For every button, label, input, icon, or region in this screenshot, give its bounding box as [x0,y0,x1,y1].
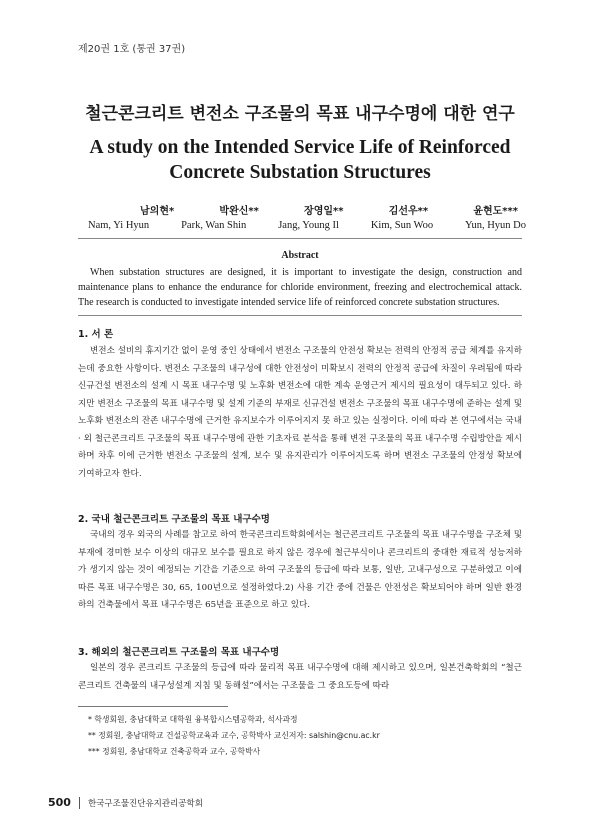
section-body-domestic: 국내의 경우 외국의 사례를 참고로 하여 한국콘크리트학회에서는 철근콘크리트 구조물의 목표 내구수명을 구조체 및 부재에 경미한 보수 이상의 대규모 보수를 필요로 하지 않은 경우에 철근부식이나 콘크리트의 중대한 재료적 성능저하가 생기지 않는 것이 예정되는 기간을 기준으로 하여 구조물의 등급에 따라 보통, 일반, 고내구성으로 구분하였고 이에 따른 목표 내구수명은 30, 65, 100년으로 설정하였다.2) 사용 기간 중에 건물은 안전성은 확보되어야 하며 일반 환경하의 건축물에서 목표 내구수명은 65년을 표준으로 하고 있다. [78,530,522,610]
section-heading-domestic: 2. 국내 철근콘크리트 구조물의 목표 내구수명 [78,514,270,525]
authors-english [88,220,526,231]
journal-name: 한국구조물진단유지관리공학회 [79,797,203,809]
page-footer [48,796,203,809]
author-english-5: Yun, Hyun Do [465,220,526,231]
footnote-3: *** 정회원, 충남대학교 건축공학과 교수, 공학박사 [88,747,261,756]
abstract-title: Abstract [281,250,319,261]
title-english [0,135,600,185]
issue-info: 제20권 1호 (통권 37권) [78,44,186,55]
author-korean-5: 윤현도*** [473,206,518,217]
abstract-top-rule [78,238,522,239]
title-english-line1: A study on the Intended Service Life of Reinforced [89,137,511,158]
author-korean-1: 남의현* [140,206,175,217]
author-english-1: Nam, Yi Hyun [88,220,150,231]
section-heading-overseas: 3. 해외의 철근콘크리트 구조물의 목표 내구수명 [78,647,280,658]
title-english-line2: Concrete Substation Structures [169,162,431,183]
title-korean: 철근콘크리트 변전소 구조물의 목표 내구수명에 대한 연구 [85,104,515,124]
abstract-text: When substation structures are designed, it is important to investigate the design, construction and maintenance plans to enhance the endurance for chloride environment, freezing and electrochemical attack. The research is conducted to investigate intended service life of reinforced concrete substation structures. [78,267,522,308]
section-heading-introduction: 1. 서 론 [78,329,114,340]
author-korean-4: 김선우** [388,206,429,217]
page-number: 500 [48,796,71,809]
footnote-rule [78,706,228,707]
author-english-4: Kim, Sun Woo [370,220,434,231]
author-english-2: Park, Wan Shin [181,220,247,231]
authors-korean [88,202,526,217]
footnotes [88,712,380,760]
author-korean-2: 박완신** [219,206,259,217]
author-korean-3: 장영일** [304,206,344,217]
abstract-bottom-rule [78,315,522,316]
footnote-1: * 학생회원, 충남대학교 대학원 융복합시스템공학과, 석사과정 [88,715,298,724]
author-list [88,202,526,231]
section-body-introduction: 변전소 설비의 휴지기간 없이 운영 중인 상태에서 변전소 구조물의 안전성 확보는 전력의 안정적 공급 체계를 유지하는데 중요한 사항이다. 변전소 구조물의 내구성에 대한 안전성이 미확보시 전력의 안정적 공급에 차질이 우려됨에 따라 신규건설 변전소의 설계 시 목표 내구수명 및 노후화 변전소에 대한 계속 운영근거 제시의 필요성이 대두되고 있다. 하지만 변전소 구조물의 목표 내구수명 및 설계 기준의 부재로 신규건설 변전소 구조물의 목표 내구수명에 준하는 설계 및 노후화 변전소의 잔존 내구수명에 근거한 유지보수가 이루어지지 못 하고 있는 실정이다. 이에 따라 본 연구에서는 국내 · 외 철근콘크리트 구조물의 목표 내구수명에 관한 기초자료 분석을 통해 변전 구조물의 목표 내구수명 수립방안을 제시하며 차후 이에 근거한 변전소 구조물의 설계, 보수 및 유지관리가 이루어지도록 하며 변전소 구조물의 안정성 확보에 기여하고자 한다. [78,346,522,479]
footnote-2: ** 정회원, 충남대학교 건설공학교육과 교수, 공학박사 교신저자: salshin@cnu.ac.kr [88,731,380,740]
section-body-overseas: 일본의 경우 콘크리트 구조물의 등급에 따라 물리적 목표 내구수명에 대해 제시하고 있으며, 일본건축학회의 “철근콘크리트 건축물의 내구성설계 지침 및 동해설”에서는 구조물을 그 중요도등에 따라 [78,663,522,691]
author-english-3: Jang, Young Il [278,220,339,231]
